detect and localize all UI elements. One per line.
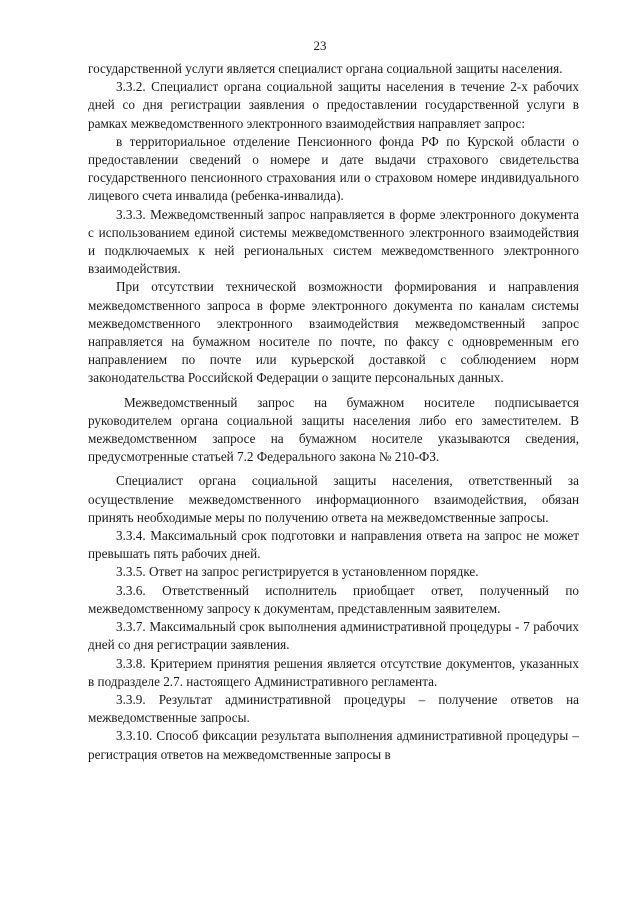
paragraph-3-3-5: 3.3.5. Ответ на запрос регистрируется в установленном порядке. [116,564,479,580]
paragraph-continuation: государственной услуги является специалист органа социальной защиты населения. [88,61,563,76]
paragraph-3-3-4: 3.3.4. Максимальный срок подготовки и направления ответа на запрос не может превышать пять рабочих дней. [88,528,579,562]
paragraph-no-technical-possibility: При отсутствии технической возможности формирования и направления межведомственного запроса в форме электронного документа по каналам системы межведомственного электронного взаимодействия межведомственный запрос направляется на бумажном носителе по почте, по факсу с одновременным его направлением по почте или курьерской доставкой с соблюдением норм законодательства Российской Федерации о защите персональных данных. [88,279,579,386]
paragraph-3-3-9: 3.3.9. Результат административной процедуры – получение ответов на межведомственные запросы. [88,691,579,726]
paragraph-pension-fund-request: в территориальное отделение Пенсионного фонда РФ по Курской области о предоставлении сведений о номере и дате выдачи страхового свидетельства государственного пенсионного страхования или о страховом номере индивидуального лицевого счета инвалида (ребенка-инвалида). [88,133,579,204]
paragraph-3-3-3: 3.3.3. Межведомственный запрос направляется в форме электронного документа с использованием единой системы межведомственного электронного взаимодействия и подключаемых к ней региональных систем межведомственного электронного взаимодействия. [88,206,579,277]
paragraph-3-3-2: 3.3.2. Специалист органа социальной защиты населения в течение 2-х рабочих дней со дня регистрации заявления о предоставлении государственной услуги в рамках межведомственного электронного взаимодействия направляет запрос: [88,79,579,131]
paragraph-3-3-8: 3.3.8. Критерием принятия решения является отсутствие документов, указанных в подразделе 2.7. настоящего Административного регламента. [88,655,579,689]
paragraph-3-3-10: 3.3.10. Способ фиксации результата выполнения административной процедуры – регистрация ответов на межведомственные запросы в [88,728,579,762]
paragraph-responsible-specialist: Специалист органа социальной защиты населения, ответственный за осуществление межведомственного информационного взаимодействия, обязан принять необходимые меры по получению ответа на межведомственные запросы. [88,473,579,525]
paragraph-3-3-6: 3.3.6. Ответственный исполнитель приобщает ответ, полученный по межведомственному запросу к документам, представленным заявителем. [88,582,579,616]
page-number: 23 [313,38,327,53]
page-body [88,60,579,764]
paragraph-3-3-7: 3.3.7. Максимальный срок выполнения административной процедуры - 7 рабочих дней со дня регистрации заявления. [88,619,579,653]
paragraph-paper-request-signing: Межведомственный запрос на бумажном носителе подписывается руководителем органа социальной защиты населения либо его заместителем. В межведомственном запросе на бумажном носителе указываются сведения, предусмотренные статьей 7.2 Федерального закона № 210-ФЗ. [88,394,579,465]
